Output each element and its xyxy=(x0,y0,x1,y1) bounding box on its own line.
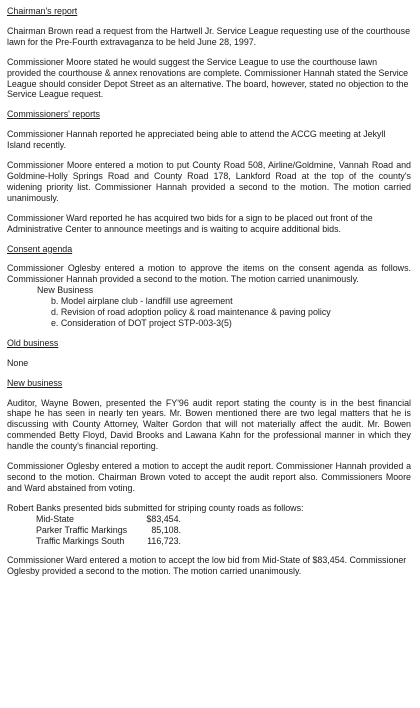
list-item: b. Model airplane club - landfill use agreement xyxy=(51,296,233,307)
bid-row xyxy=(36,525,411,536)
paragraph: Commissioner Oglesby entered a motion to approve the items on the consent agenda as follows. Commissioner Hannah provided a second to the motion. The motion carried unanimously. xyxy=(7,263,411,285)
new-business-subhead: New Business xyxy=(37,285,94,296)
list-item: d. Revision of road adoption policy & road maintenance & paving policy xyxy=(51,307,331,318)
paragraph: Robert Banks presented bids submitted for striping county roads as follows: xyxy=(7,502,304,513)
list-item: e. Consideration of DOT project STP-003-3(5) xyxy=(51,317,232,328)
bid-amount: $83,454. xyxy=(146,513,181,524)
section-heading-commissioners-reports: Commissioners' reports xyxy=(7,109,100,120)
bid-name: Traffic Markings South xyxy=(36,535,125,546)
bid-amount: 85,108. xyxy=(151,524,181,535)
bid-list xyxy=(36,514,411,547)
section-heading-old-business: Old business xyxy=(7,337,59,348)
paragraph: Commissioner Ward entered a motion to accept the low bid from Mid-State of $83,454. Commissioner Oglesby provided a second to the motion. The motion carried unanimously. xyxy=(7,555,407,577)
paragraph: Chairman Brown read a request from the Hartwell Jr. Service League requesting use of the courthouse lawn for the Pre-Fourth extravaganza to be held June 28, 1997. xyxy=(7,25,411,47)
paragraph: Commissioner Ward reported he has acquired two bids for a sign to be placed out front of the Administrative Center to announce meetings and is waiting to acquire additional bids. xyxy=(7,212,373,234)
bid-row xyxy=(36,514,411,525)
paragraph: Commissioner Moore entered a motion to put County Road 508, Airline/Goldmine, Vannah Road and Goldmine-Holly Springs Road and County Road 178, Lankford Road at the top of the county's widening priority list. Commissioner Hannah provided a second to the motion. The motion carried unanimously. xyxy=(7,160,411,203)
paragraph: Commissioner Hannah reported he appreciated being able to attend the ACCG meeting at Jekyll Island recently. xyxy=(7,129,386,151)
paragraph: None xyxy=(7,357,29,368)
bid-name: Parker Traffic Markings xyxy=(36,524,128,535)
section-heading-new-business: New business xyxy=(7,377,63,388)
bid-row xyxy=(36,536,411,547)
bid-name: Mid-State xyxy=(36,513,74,524)
paragraph: Commissioner Oglesby entered a motion to accept the audit report. Commissioner Hannah provided a second to the motion. Chairman Brown voted to accept the audit report also. Commissioners Moore and Ward abstained from voting. xyxy=(7,461,411,493)
paragraph: Commissioner Moore stated he would suggest the Service League to use the courthouse lawn provided the courthouse & annex renovations are complete. Commissioner Hannah stated the Service League should consider Depot Street as an alternative. The board, however, stated no objection to the Service League request. xyxy=(7,56,409,100)
section-heading-chairmans-report: Chairman's report xyxy=(7,6,78,16)
bid-amount: 116,723. xyxy=(147,535,181,546)
section-heading-consent-agenda: Consent agenda xyxy=(7,243,73,254)
paragraph: Auditor, Wayne Bowen, presented the FY'96 audit report stating the county is in the best financial shape he has seen in nearly ten years. Mr. Bowen mentioned there are two legal matters that he is discussing with County Attorney, Walter Gordon that will not materially affect the audit. Mr. Bowen commended Betty Floyd, David Brooks and Lawana Kahn for the professional manner in which they handle the county's financial reporting. xyxy=(7,397,411,452)
